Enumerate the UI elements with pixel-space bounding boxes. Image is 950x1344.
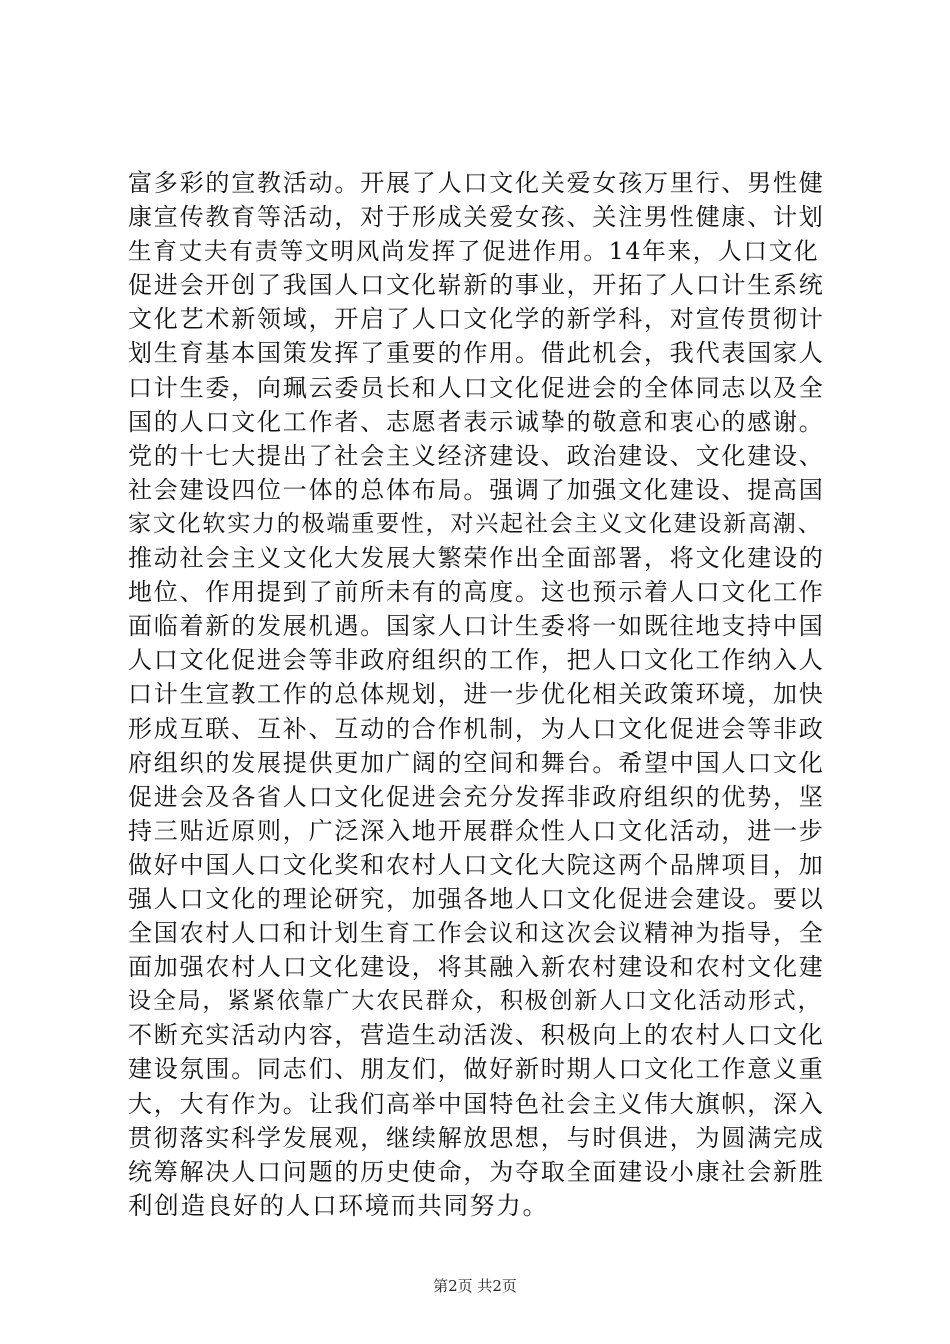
text-line: 推动社会主义文化大发展大繁荣作出全面部署，将文化建设的	[128, 544, 825, 573]
text-line: 生育丈夫有责等文明风尚发挥了促进作用。14年来，人口文化	[128, 237, 820, 266]
text-line: 口计生委，向珮云委员长和人口文化促进会的全体同志以及全	[128, 373, 825, 402]
text-line: 面临着新的发展机遇。国家人口计生委将一如既往地支持中国	[128, 612, 825, 641]
text-line: 府组织的发展提供更加广阔的空间和舞台。希望中国人口文化	[128, 748, 825, 777]
body-paragraph	[128, 166, 828, 1223]
text-line: 建设氛围。同志们、朋友们，做好新时期人口文化工作意义重	[128, 1055, 825, 1084]
text-line: 促进会及各省人口文化促进会充分发挥非政府组织的优势，坚	[128, 782, 825, 811]
text-line: 强人口文化的理论研究，加强各地人口文化促进会建设。要以	[128, 884, 825, 913]
page-footer: 第2页 共2页	[433, 1277, 517, 1295]
text-line: 文化艺术新领域，开启了人口文化学的新学科，对宣传贯彻计	[128, 305, 825, 334]
text-line: 面加强农村人口文化建设，将其融入新农村建设和农村文化建	[128, 953, 825, 982]
text-line: 设全局，紧紧依靠广大农民群众，积极创新人口文化活动形式，	[128, 988, 823, 1015]
text-line: 口计生宣教工作的总体规划，进一步优化相关政策环境，加快	[128, 680, 825, 709]
text-line: 贯彻落实科学发展观，继续解放思想，与时俱进，为圆满完成	[128, 1123, 825, 1152]
text-line: 富多彩的宣教活动。开展了人口文化关爱女孩万里行、男性健	[128, 169, 825, 197]
text-line: 统筹解决人口问题的历史使命，为夺取全面建设小康社会新胜	[128, 1157, 825, 1186]
text-line: 大，大有作为。让我们高举中国特色社会主义伟大旗帜，深入	[128, 1089, 825, 1118]
text-line: 利创造良好的人口环境而共同努力。	[128, 1190, 549, 1220]
text-line: 划生育基本国策发挥了重要的作用。借此机会，我代表国家人	[128, 339, 825, 368]
text-line: 人口文化促进会等非政府组织的工作，把人口文化工作纳入人	[128, 646, 825, 675]
text-line: 党的十七大提出了社会主义经济建设、政治建设、文化建设、	[128, 441, 825, 470]
text-line: 做好中国人口文化奖和农村人口文化大院这两个品牌项目，加	[128, 850, 825, 879]
text-line: 促进会开创了我国人口文化崭新的事业，开拓了人口计生系统	[128, 271, 825, 300]
text-line: 持三贴近原则，广泛深入地开展群众性人口文化活动，进一步	[128, 816, 825, 845]
text-line: 形成互联、互补、互动的合作机制，为人口文化促进会等非政	[128, 714, 825, 743]
text-line: 家文化软实力的极端重要性，对兴起社会主义文化建设新高潮、	[128, 510, 823, 537]
text-line: 国的人口文化工作者、志愿者表示诚挚的敬意和衷心的感谢。	[128, 407, 825, 436]
text-line: 地位、作用提到了前所未有的高度。这也预示着人口文化工作	[128, 578, 825, 607]
text-line: 康宣传教育等活动，对于形成关爱女孩、关注男性健康、计划	[128, 203, 825, 232]
text-line: 全国农村人口和计划生育工作会议和这次会议精神为指导，全	[128, 919, 825, 948]
text-line: 社会建设四位一体的总体布局。强调了加强文化建设、提高国	[128, 475, 825, 504]
text-line: 不断充实活动内容，营造生动活泼、积极向上的农村人口文化	[128, 1021, 825, 1050]
